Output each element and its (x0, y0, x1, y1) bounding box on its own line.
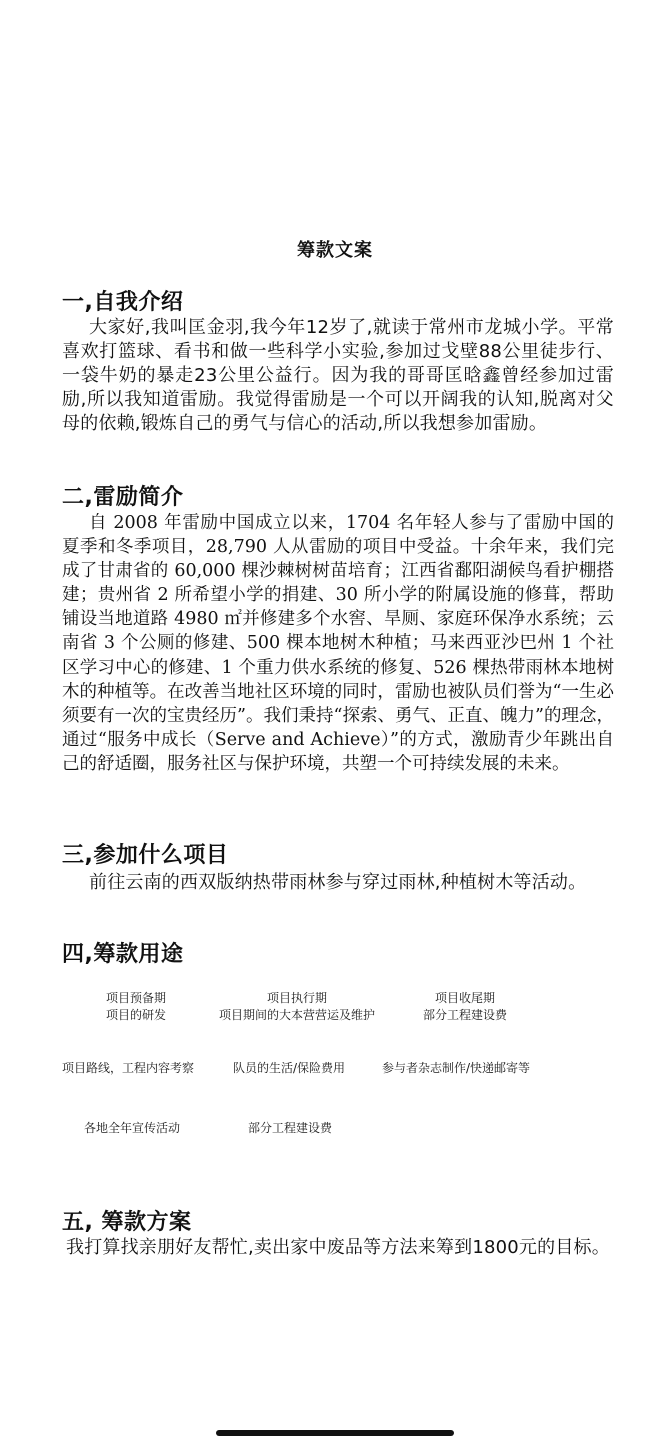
phase-2-cell (212, 990, 382, 1024)
phase-3-detail: 部分工程建设费 (422, 1008, 507, 1022)
phase-2-name: 项目执行期 (266, 991, 327, 1005)
phase-2-detail: 项目期间的大本营营运及维护 (218, 1008, 375, 1022)
section-1-body: 大家好,我叫匡金羽,我今年12岁了,就读于常州市龙城小学。平常喜欢打篮球、看书和做一些科学小实验,参加过戈壁88公里徒步行、一袋牛奶的暴走23公里公益行。因为我的哥哥匡晗鑫曾经参加过雷励,所以我知道雷励。我觉得雷励是一个可以开阔我的认知,脱离对父母的依赖,锻炼自己的勇气与信心的活动,所以我想参加雷励。 (62, 317, 614, 434)
section-4-heading: 四,筹款用途 (62, 942, 184, 967)
usage-row3-col1: 各地全年宣传活动 (84, 1121, 181, 1135)
section-5-body: 我打算找亲朋好友帮忙,卖出家中废品等方法来筹到1800元的目标。 (66, 1237, 610, 1258)
phase-1-detail: 项目的研发 (105, 1008, 166, 1022)
phase-1-cell (86, 990, 186, 1024)
phase-1-name: 项目预备期 (105, 991, 166, 1005)
section-2-body: 自 2008 年雷励中国成立以来，1704 名年轻人参与了雷励中国的夏季和冬季项目，28,790 人从雷励的项目中受益。十余年来，我们完成了甘肃省的 60,000 棵沙棘树树苗培育；江西省鄱阳湖候鸟看护棚搭建；贵州省 2 所希望小学的捐建、30 所小学的附属设施的修葺，帮助铺设当地道路 4980 ㎡并修建多个水窖、旱厕、家庭环保净水系统；云南省 3 个公厕的修建、500 棵本地树木种植；马来西亚沙巴州 1 个社区学习中心的修建、1 个重力供水系统的修复、526 棵热带雨林本地树木的种植等。在改善当地社区环境的同时，雷励也被队员们誉为“一生必须要有一次的宝贵经历”。我们秉持“探索、勇气、正直、魄力”的理念，通过“服务中成长（Serve and Achieve）”的方式，激励青少年跳出自己的舒适圈，服务社区与保护环境，共塑一个可持续发展的未来。 (62, 513, 614, 774)
usage-row3-col2: 部分工程建设费 (248, 1121, 333, 1135)
usage-row2-col1: 项目路线，工程内容考察 (62, 1061, 195, 1075)
phase-3-cell (405, 990, 525, 1024)
phase-3-name: 项目收尾期 (434, 991, 495, 1005)
home-indicator[interactable] (216, 1430, 454, 1436)
section-3-body: 前往云南的西双版纳热带雨林参与穿过雨林,种植树木等活动。 (89, 872, 587, 893)
section-5-heading: 五, 筹款方案 (62, 1210, 192, 1235)
usage-row2-col2: 队员的生活/保险费用 (233, 1061, 346, 1075)
usage-row2-col3: 参与者杂志制作/快递邮寄等 (382, 1061, 531, 1075)
section-3-heading: 三,参加什么项目 (62, 843, 229, 868)
document-title: 筹款文案 (297, 240, 373, 261)
section-1-heading: 一,自我介绍 (62, 290, 184, 315)
section-2-heading: 二,雷励简介 (62, 485, 184, 510)
